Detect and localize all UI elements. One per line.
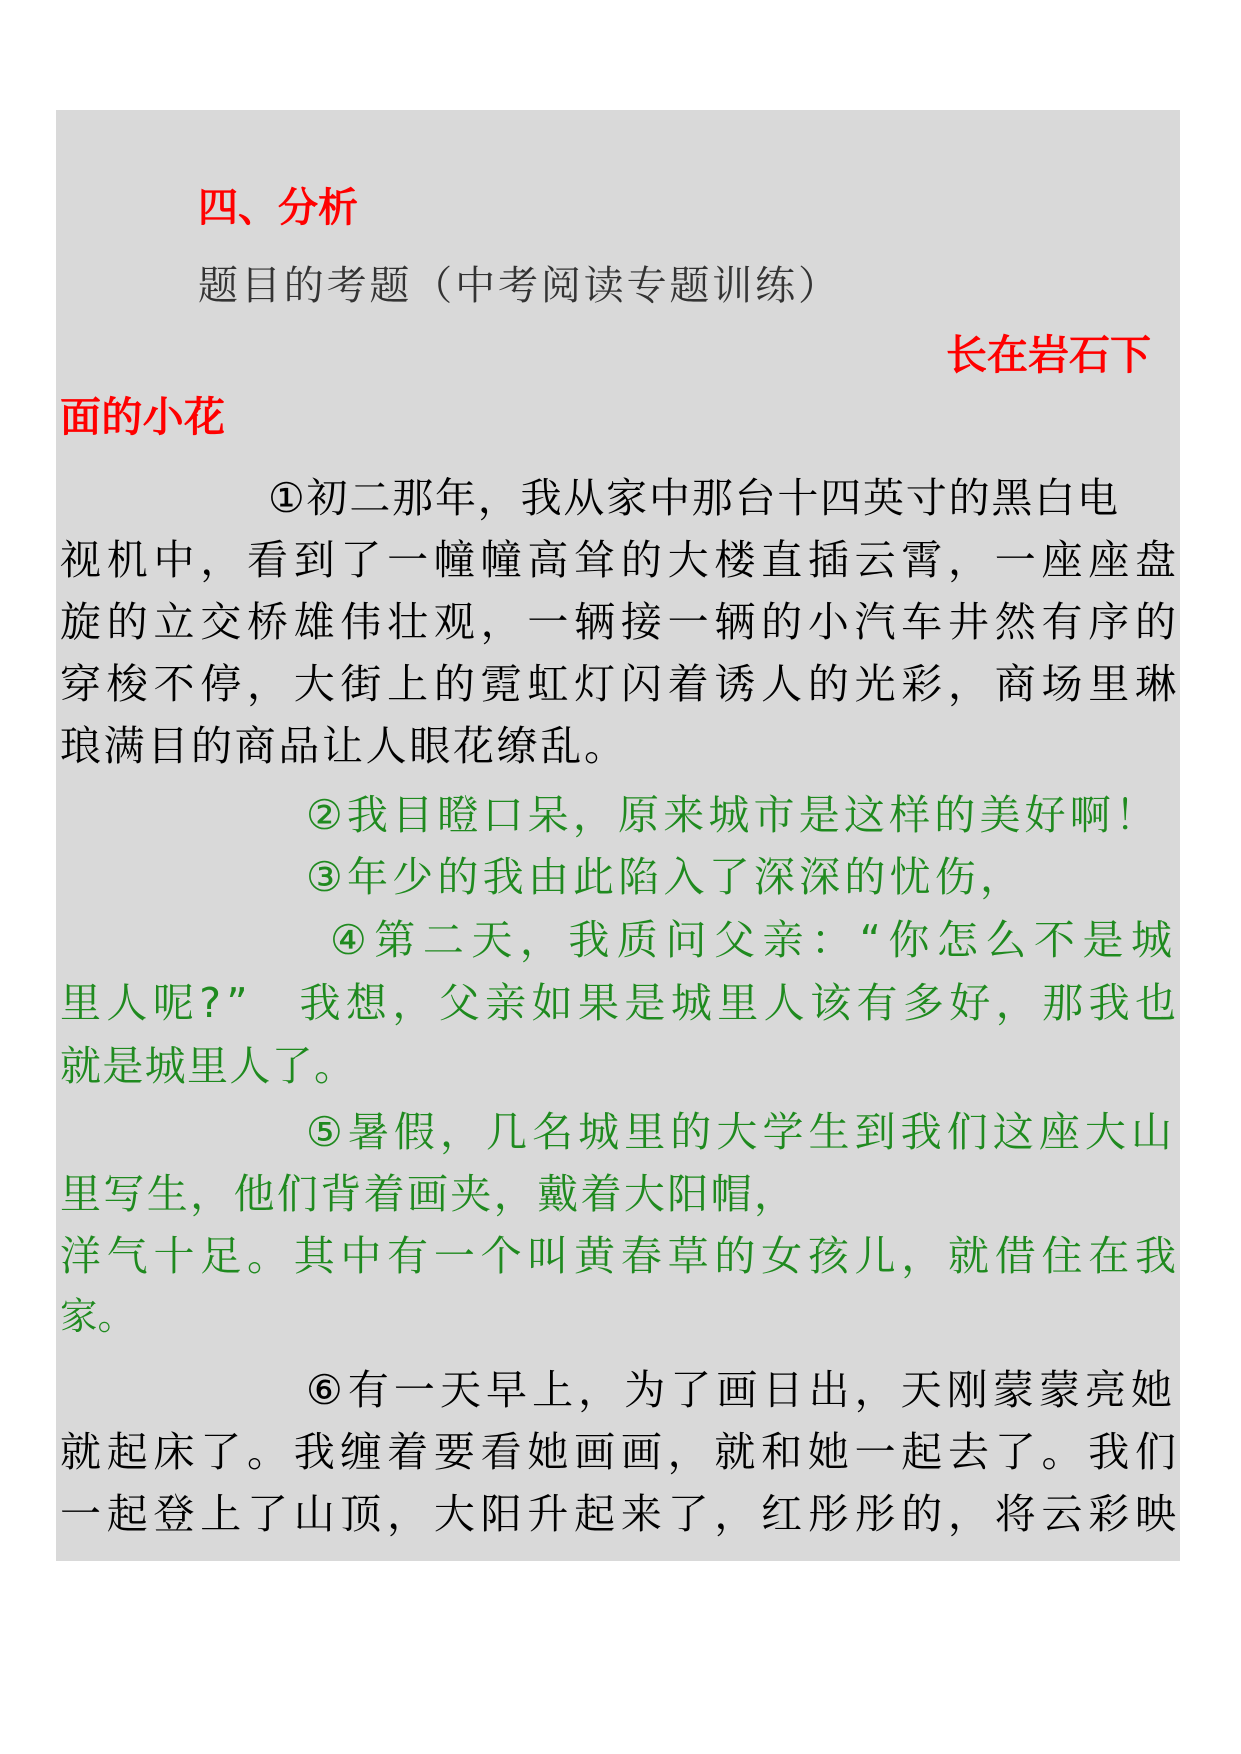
paragraph-1-line-4: 穿梭不停，大街上的霓虹灯闪着诱人的光彩，商场里琳 [60, 660, 1182, 708]
paragraph-2: ②我目瞪口呆，原来城市是这样的美好啊！ [306, 791, 1161, 839]
paragraph-1-line-1: ①初二那年，我从家中那台十四英寸的黑白电 [268, 474, 1120, 522]
paragraph-6-line-2: 就起床了。我缠着要看她画画，就和她一起去了。我们 [60, 1428, 1182, 1476]
paragraph-6-line-1: ⑥有一天早上，为了画日出，天刚蒙蒙亮她 [306, 1366, 1178, 1414]
paragraph-5-line-2: 里写生，他们背着画夹，戴着大阳帽， [60, 1170, 798, 1218]
section-subheading: 题目的考题（中考阅读专题训练） [198, 263, 841, 309]
article-title-line-2: 面的小花 [60, 393, 226, 441]
paragraph-6-line-3: 一起登上了山顶，大阳升起来了，红彤彤的，将云彩映 [60, 1490, 1182, 1538]
paragraph-5-line-1: ⑤暑假，几名城里的大学生到我们这座大山 [306, 1108, 1178, 1156]
paragraph-4-line-2: 里人呢?” 我想，父亲如果是城里人该有多好，那我也 [60, 979, 1182, 1027]
paragraph-1-line-5: 琅满目的商品让人眼花缭乱。 [60, 722, 628, 770]
paragraph-5-line-3: 洋气十足。其中有一个叫黄春草的女孩儿，就借住在我 [60, 1232, 1182, 1280]
paragraph-1-line-3: 旋的立交桥雄伟壮观，一辆接一辆的小汽车井然有序的 [60, 598, 1182, 646]
paragraph-4-line-3: 就是城里人了。 [60, 1042, 357, 1090]
paragraph-5-line-4: 家。 [60, 1294, 135, 1338]
section-heading: 四、分析 [198, 185, 358, 231]
paragraph-3: ③年少的我由此陷入了深深的忧伤， [306, 853, 1026, 901]
document-page [56, 110, 1180, 1561]
paragraph-4-line-1: ④第二天，我质问父亲：“你怎么不是城 [330, 916, 1180, 964]
paragraph-1-line-2: 视机中，看到了一幢幢高耸的大楼直插云霄，一座座盘 [60, 536, 1182, 584]
article-title-line-1: 长在岩石下 [946, 331, 1151, 379]
